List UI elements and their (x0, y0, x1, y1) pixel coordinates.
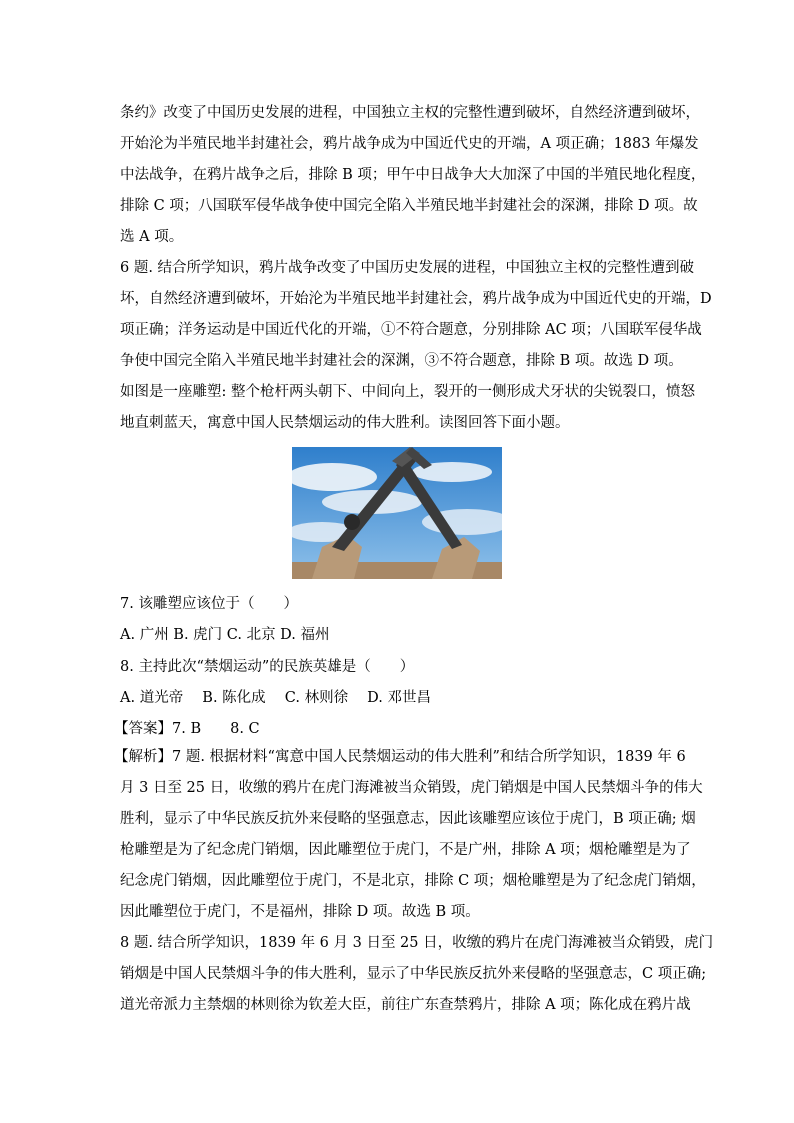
text-line: 项正确；洋务运动是中国近代化的开端，①不符合题意，分别排除 AC 项；八国联军侵华战 (120, 322, 702, 338)
analysis-block-8 (120, 928, 714, 1021)
text-line: 地直刺蓝天，寓意中国人民禁烟运动的伟大胜利。读图回答下面小题。 (120, 415, 570, 431)
text-line: 条约》改变了中国历史发展的进程，中国独立主权的完整性遭到破坏，自然经济遭到破坏， (120, 105, 700, 121)
text-line: 争使中国完全陷入半殖民地半封建社会的深渊，③不符合题意，排除 B 项。故选 D 项。 (120, 353, 683, 369)
text-line: 枪雕塑是为了纪念虎门销烟，因此雕塑位于虎门，不是广州，排除 A 项；烟枪雕塑是为了 (120, 842, 691, 858)
analysis-block-5 (120, 98, 706, 253)
text-line: 如图是一座雕塑: 整个枪杆两头朝下、中间向上，裂开的一侧形成犬牙状的尖锐裂口，愤怒 (120, 384, 695, 400)
text-line: 选 A 项。 (120, 229, 184, 245)
text-line: 坏，自然经济遭到破坏，开始沦为半殖民地半封建社会，鸦片战争成为中国近代史的开端，D (120, 291, 712, 307)
answer-line: 【答案】7. B 8. C (114, 721, 260, 737)
text-line: 道光帝派力主禁烟的林则徐为钦差大臣，前往广东查禁鸦片，排除 A 项；陈化成在鸦片战 (120, 997, 691, 1013)
text-line: 中法战争，在鸦片战争之后，排除 B 项；甲午中日战争大大加深了中国的半殖民地化程度， (120, 167, 706, 183)
text-line: 销烟是中国人民禁烟斗争的伟大胜利，显示了中华民族反抗外来侵略的坚强意志，C 项正确; (120, 966, 707, 982)
question-7-stem: 7. 该雕塑应该位于（ ） (120, 596, 298, 612)
text-line: 排除 C 项；八国联军侵华战争使中国完全陷入半殖民地半封建社会的深渊，排除 D 项。故 (120, 198, 698, 214)
text-line: 开始沦为半殖民地半封建社会，鸦片战争成为中国近代史的开端，A 项正确；1883 年爆发 (120, 136, 699, 152)
text-line: 6 题. 结合所学知识，鸦片战争改变了中国历史发展的进程，中国独立主权的完整性遭到破 (120, 260, 695, 276)
text-line: 因此雕塑位于虎门，不是福州，排除 D 项。故选 B 项。 (120, 904, 480, 920)
question-7-options: A. 广州 B. 虎门 C. 北京 D. 福州 (120, 627, 330, 643)
text-line: 8 题. 结合所学知识，1839 年 6 月 3 日至 25 日，收缴的鸦片在虎门海滩被当众销毁，虎门 (120, 935, 714, 951)
question-8-stem: 8. 主持此次“禁烟运动”的民族英雄是（ ） (120, 659, 415, 675)
question-intro (120, 377, 695, 439)
text-line: 纪念虎门销烟，因此雕塑位于虎门，不是北京，排除 C 项；烟枪雕塑是为了纪念虎门销烟， (120, 873, 706, 889)
analysis-block-6 (120, 253, 712, 377)
question-8-options: A. 道光帝 B. 陈化成 C. 林则徐 D. 邓世昌 (120, 690, 432, 706)
text-line: 月 3 日至 25 日，收缴的鸦片在虎门海滩被当众销毁，虎门销烟是中国人民禁烟斗争的伟大 (120, 780, 703, 796)
text-line: 【解析】7 题. 根据材料“寓意中国人民禁烟运动的伟大胜利”和结合所学知识，1839 年 6 (114, 749, 686, 765)
sculpture-photo (292, 447, 502, 579)
text-line: 胜利，显示了中华民族反抗外来侵略的坚强意志，因此该雕塑应该位于虎门，B 项正确; 烟 (120, 811, 696, 827)
analysis-block-7 (114, 742, 706, 928)
